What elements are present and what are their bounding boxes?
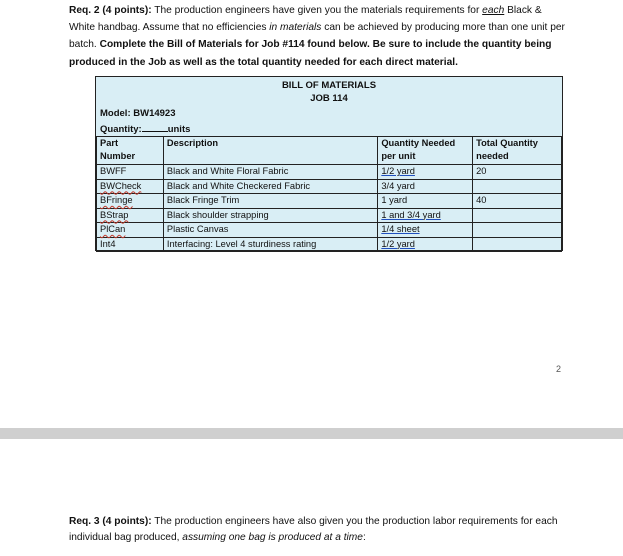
bill-of-materials — [95, 76, 563, 251]
document-page-2 — [0, 439, 623, 556]
quantity-per-unit: 1/2 yard — [378, 165, 473, 180]
page-number: 2 — [556, 364, 562, 374]
description: Black Fringe Trim — [163, 194, 377, 209]
description: Plastic Canvas — [163, 223, 377, 238]
part-number: Int4 — [97, 237, 164, 252]
total-quantity[interactable] — [473, 179, 562, 194]
bom-model: Model: BW14923 — [100, 108, 176, 119]
description: Black shoulder strapping — [163, 208, 377, 223]
header-quantity-per-unit: Quantity Needed per unit — [378, 137, 473, 165]
part-number: BWCheck — [97, 179, 164, 194]
table-row — [97, 165, 562, 180]
req2-label: Req. 2 (4 points): — [69, 5, 152, 16]
table-row — [97, 223, 562, 238]
req2-in-materials: in materials — [269, 22, 322, 34]
part-number: BFringe — [97, 194, 164, 209]
total-quantity[interactable]: 20 — [473, 165, 562, 180]
req3-italic: assuming one bag is produced at a time — [182, 532, 363, 543]
bom-quantity — [100, 122, 190, 135]
header-total-quantity: Total Quantity needed — [473, 137, 562, 165]
req2-instruction: Complete the Bill of Materials for Job #114 found below. Be sure to include the quantity being produced in the Job as well as the total quantity needed for each direct material. — [69, 39, 552, 68]
quantity-per-unit: 1/2 yard — [378, 237, 473, 252]
quantity-per-unit: 1 yard — [378, 194, 473, 209]
total-quantity[interactable] — [473, 208, 562, 223]
table-row — [97, 208, 562, 223]
quantity-blank[interactable] — [142, 122, 168, 132]
req2-text-2: Black & White handbag. Assume that no efficiencies — [69, 5, 542, 34]
table-row — [97, 179, 562, 194]
req3-text-1: The production engineers have also given you the production labor requirements for each individual bag produced, — [69, 516, 558, 543]
table-row — [97, 194, 562, 209]
part-number: BStrap — [97, 208, 164, 223]
req2-text-3: can be achieved by producing more than one unit per batch. — [69, 22, 565, 51]
description: Black and White Floral Fabric — [163, 165, 377, 180]
req2-each: each — [482, 5, 505, 16]
bom-header-row — [97, 137, 562, 165]
page-separator — [0, 428, 623, 439]
req3-text-2: : — [362, 532, 366, 543]
total-quantity[interactable] — [473, 223, 562, 238]
total-quantity[interactable]: 40 — [473, 194, 562, 209]
quantity-per-unit: 1/4 sheet — [378, 223, 473, 238]
description: Interfacing: Level 4 sturdiness rating — [163, 237, 377, 252]
bom-title: BILL OF MATERIALS — [281, 80, 377, 91]
bom-table — [96, 136, 562, 252]
header-description: Description — [163, 137, 377, 165]
requirement-2-paragraph — [69, 2, 569, 71]
description: Black and White Checkered Fabric — [163, 179, 377, 194]
quantity-per-unit: 3/4 yard — [378, 179, 473, 194]
bom-job: JOB 114 — [310, 93, 348, 104]
total-quantity[interactable] — [473, 237, 562, 252]
part-number: PlCan — [97, 223, 164, 238]
quantity-per-unit: 1 and 3/4 yard — [378, 208, 473, 223]
req3-label: Req. 3 (4 points): — [69, 516, 152, 527]
header-part-number: Part Number — [97, 137, 164, 165]
req2-text-1: The production engineers have given you the materials requirements for — [151, 5, 483, 16]
bom-title-block — [96, 79, 562, 105]
quantity-label: Quantity: — [100, 124, 142, 135]
table-row — [97, 237, 562, 252]
requirement-3-paragraph — [69, 514, 569, 546]
part-number: BWFF — [97, 165, 164, 180]
quantity-units: units — [167, 124, 191, 135]
